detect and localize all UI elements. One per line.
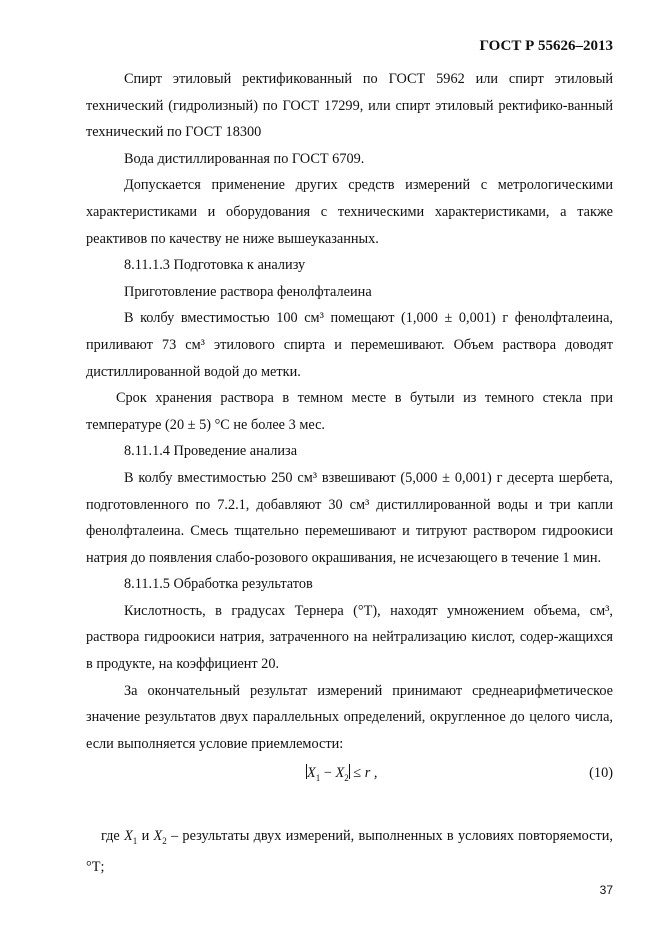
paragraph: Приготовление раствора фенолфталеина: [124, 283, 372, 300]
formula-number: (10): [589, 765, 613, 782]
section-heading: 8.11.1.4 Проведение анализа: [124, 443, 298, 460]
paragraph: Срок хранения раствора в темном месте в бутыли из темного стекла при температуре (20 ± 5) °С не более 3 мес.: [86, 390, 613, 433]
section-heading: 8.11.1.3 Подготовка к анализу: [124, 257, 306, 274]
paragraph: Кислотность, в градусах Тернера (°Т), находят умножением объема, см³, раствора гидроокиси натрия, затраченного на нейтрализацию кислот, содер-жащихся в продукте, на коэффициент 20.: [86, 602, 613, 673]
paragraph: Вода дистиллированная по ГОСТ 6709.: [124, 150, 365, 167]
paragraph: Допускается применение других средств измерений с метрологическими характеристиками и оборудования с техническими характеристиками, а также реактивов по качеству не ниже вышеуказанных.: [86, 177, 613, 247]
body-text: [86, 66, 613, 784]
paragraph: За окончательный результат измерений принимают среднеарифметическое значение результатов двух параллельных определений, округленное до целого числа, если выполняется условие приемлемости:: [86, 682, 613, 752]
formula-expression: $X_1 - X_2 \le r$ ,: [307, 765, 378, 784]
page-number: 37: [599, 883, 613, 897]
formula-10: [86, 758, 613, 784]
paragraph: В колбу вместимостью 250 см³ взвешивают (5,000 ± 0,001) г десерта шербета, подготовленного по 7.2.1, добавляют 30 см³ дистиллированной воды и три капли фенолфталеина. Смесь тщательно перемешивают и титруют раствором гидроокиси натрия до появления слабо-розового окрашивания, не исчезающего в течение 1 мин.: [86, 469, 613, 566]
paragraph: В колбу вместимостью 100 см³ помещают (1,000 ± 0,001) г фенолфталеина, приливают 73 см³ этилового спирта и перемешивают. Объем раствора доводят дистиллированной водой до метки.: [86, 310, 613, 380]
section-heading: 8.11.1.5 Обработка результатов: [124, 576, 313, 593]
paragraph: Спирт этиловый ректификованный по ГОСТ 5962 или спирт этиловый технический (гидролизный) по ГОСТ 17299, или спирт этиловый ректифико-ванный технический по ГОСТ 18300: [86, 71, 613, 141]
formula-explanation: где $X_1$ и $X_2$ – результаты двух измерений, выполненных в условиях повторяемости, °Т;: [86, 828, 613, 876]
document-header: ГОСТ Р 55626–2013: [479, 38, 613, 54]
